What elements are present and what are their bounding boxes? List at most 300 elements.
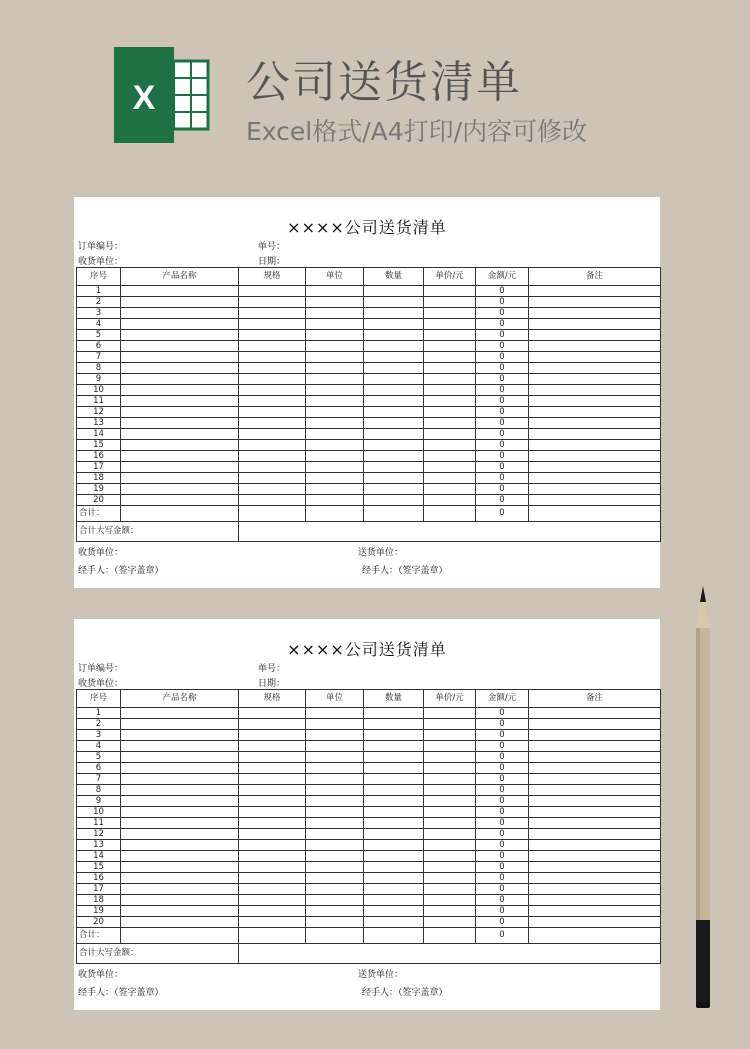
table-cell[interactable] — [424, 741, 476, 752]
remark-cell[interactable] — [529, 429, 661, 440]
remark-cell[interactable] — [529, 374, 661, 385]
table-cell[interactable] — [364, 286, 424, 297]
remark-cell[interactable] — [529, 873, 661, 884]
amount-cell: 0 — [476, 818, 529, 829]
row-number: 3 — [77, 730, 121, 741]
table-cell[interactable] — [306, 708, 364, 719]
table-cell[interactable] — [364, 473, 424, 484]
table-cell[interactable] — [121, 708, 239, 719]
table-cell[interactable] — [424, 917, 476, 928]
remark-cell[interactable] — [529, 763, 661, 774]
table-cell[interactable] — [239, 484, 306, 495]
table-row — [77, 319, 661, 330]
table-cell[interactable] — [239, 741, 306, 752]
remark-cell[interactable] — [529, 495, 661, 506]
table-cell[interactable] — [306, 851, 364, 862]
table-cell[interactable] — [121, 440, 239, 451]
remark-cell[interactable] — [529, 895, 661, 906]
table-row — [77, 895, 661, 906]
amount-cell: 0 — [476, 708, 529, 719]
table-cell[interactable] — [424, 407, 476, 418]
remark-cell[interactable] — [529, 774, 661, 785]
table-cell[interactable] — [364, 906, 424, 917]
table-cell[interactable] — [239, 851, 306, 862]
table-cell[interactable] — [239, 286, 306, 297]
table-cell[interactable] — [121, 363, 239, 374]
amount-cell: 0 — [476, 374, 529, 385]
table-cell[interactable] — [364, 917, 424, 928]
table-cell[interactable] — [239, 319, 306, 330]
table-cell[interactable] — [239, 495, 306, 506]
table-cell[interactable] — [424, 840, 476, 851]
amount-cell: 0 — [476, 851, 529, 862]
remark-cell[interactable] — [529, 506, 661, 522]
remark-cell[interactable] — [529, 418, 661, 429]
sheet-title: ××××公司送货清单 — [287, 640, 447, 659]
table-cell[interactable] — [364, 396, 424, 407]
table-row — [77, 752, 661, 763]
table-cell[interactable] — [424, 352, 476, 363]
table-cell[interactable] — [306, 308, 364, 319]
table-cell[interactable] — [239, 774, 306, 785]
amount-cell: 0 — [476, 807, 529, 818]
table-cell[interactable] — [121, 495, 239, 506]
table-cell[interactable] — [306, 895, 364, 906]
remark-cell[interactable] — [529, 297, 661, 308]
table-cell[interactable] — [424, 451, 476, 462]
table-cell[interactable] — [424, 763, 476, 774]
table-cell[interactable] — [239, 374, 306, 385]
table-cell[interactable] — [424, 330, 476, 341]
remark-cell[interactable] — [529, 407, 661, 418]
row-number: 10 — [77, 385, 121, 396]
table-cell[interactable] — [121, 484, 239, 495]
table-cell[interactable] — [306, 440, 364, 451]
table-cell[interactable] — [306, 774, 364, 785]
table-cell[interactable] — [424, 418, 476, 429]
remark-cell[interactable] — [529, 308, 661, 319]
footer-receiver: 收货单位： — [78, 970, 124, 980]
row-number: 16 — [77, 873, 121, 884]
remark-cell[interactable] — [529, 884, 661, 895]
table-cell[interactable] — [121, 330, 239, 341]
table-cell[interactable] — [121, 928, 239, 944]
table-row — [77, 418, 661, 429]
table-cell[interactable] — [364, 741, 424, 752]
footer-handler-right: 经手人：（签字盖章） — [362, 566, 448, 576]
table-cell[interactable] — [121, 884, 239, 895]
remark-cell[interactable] — [529, 352, 661, 363]
table-cell[interactable] — [306, 286, 364, 297]
footer-sender: 送货单位： — [358, 548, 404, 558]
table-cell[interactable] — [239, 719, 306, 730]
remark-cell[interactable] — [529, 829, 661, 840]
remark-cell[interactable] — [529, 719, 661, 730]
table-cell[interactable] — [364, 506, 424, 522]
table-cell[interactable] — [306, 484, 364, 495]
table-cell[interactable] — [424, 495, 476, 506]
table-cell[interactable] — [424, 319, 476, 330]
table-cell[interactable] — [306, 330, 364, 341]
table-cell[interactable] — [424, 873, 476, 884]
table-cell[interactable] — [306, 506, 364, 522]
table-cell[interactable] — [121, 873, 239, 884]
remark-cell[interactable] — [529, 484, 661, 495]
table-cell[interactable] — [364, 807, 424, 818]
table-cell[interactable] — [424, 719, 476, 730]
table-cell[interactable] — [121, 840, 239, 851]
table-cell[interactable] — [424, 862, 476, 873]
table-cell[interactable] — [306, 752, 364, 763]
table-cell[interactable] — [121, 829, 239, 840]
row-number: 18 — [77, 895, 121, 906]
row-number: 1 — [77, 286, 121, 297]
remark-cell[interactable] — [529, 473, 661, 484]
remark-cell[interactable] — [529, 440, 661, 451]
table-cell[interactable] — [306, 730, 364, 741]
table-cell[interactable] — [306, 407, 364, 418]
table-cell[interactable] — [306, 906, 364, 917]
table-cell[interactable] — [424, 829, 476, 840]
table-cell[interactable] — [364, 440, 424, 451]
table-cell[interactable] — [424, 396, 476, 407]
table-cell[interactable] — [424, 796, 476, 807]
daxie-row — [77, 522, 661, 542]
page-title: 公司送货清单 — [246, 57, 522, 108]
table-cell[interactable] — [364, 719, 424, 730]
table-row — [77, 829, 661, 840]
table-cell[interactable] — [239, 763, 306, 774]
table-cell[interactable] — [239, 884, 306, 895]
table-cell[interactable] — [121, 396, 239, 407]
table-cell[interactable] — [306, 462, 364, 473]
table-cell[interactable] — [364, 796, 424, 807]
table-cell[interactable] — [364, 862, 424, 873]
table-cell[interactable] — [239, 829, 306, 840]
remark-cell[interactable] — [529, 451, 661, 462]
table-cell[interactable] — [239, 451, 306, 462]
table-cell[interactable] — [121, 506, 239, 522]
table-cell[interactable] — [424, 807, 476, 818]
daxie-label: 合计大写金额： — [77, 522, 239, 542]
table-cell[interactable] — [306, 429, 364, 440]
remark-cell[interactable] — [529, 385, 661, 396]
table-cell[interactable] — [121, 352, 239, 363]
table-cell[interactable] — [306, 495, 364, 506]
table-cell[interactable] — [239, 385, 306, 396]
table-cell[interactable] — [424, 818, 476, 829]
table-cell[interactable] — [306, 829, 364, 840]
table-cell[interactable] — [364, 407, 424, 418]
table-cell[interactable] — [364, 352, 424, 363]
remark-cell[interactable] — [529, 807, 661, 818]
table-row — [77, 851, 661, 862]
table-cell[interactable] — [121, 429, 239, 440]
table-cell[interactable] — [239, 341, 306, 352]
row-number: 17 — [77, 462, 121, 473]
table-cell[interactable] — [424, 730, 476, 741]
table-cell[interactable] — [306, 473, 364, 484]
table-cell[interactable] — [306, 928, 364, 944]
table-row — [77, 807, 661, 818]
table-cell[interactable] — [121, 473, 239, 484]
daxie-value-cell[interactable] — [239, 944, 661, 964]
amount-cell: 0 — [476, 341, 529, 352]
table-cell[interactable] — [306, 741, 364, 752]
table-cell[interactable] — [424, 385, 476, 396]
table-cell[interactable] — [239, 440, 306, 451]
table-cell[interactable] — [239, 418, 306, 429]
table-cell[interactable] — [121, 917, 239, 928]
row-number: 1 — [77, 708, 121, 719]
table-row — [77, 495, 661, 506]
amount-cell: 0 — [476, 297, 529, 308]
table-cell[interactable] — [121, 385, 239, 396]
table-cell[interactable] — [306, 385, 364, 396]
table-cell[interactable] — [306, 363, 364, 374]
table-cell[interactable] — [239, 752, 306, 763]
table-cell[interactable] — [121, 451, 239, 462]
table-cell[interactable] — [239, 730, 306, 741]
table-cell[interactable] — [239, 840, 306, 851]
remark-cell[interactable] — [529, 708, 661, 719]
table-cell[interactable] — [239, 895, 306, 906]
table-cell[interactable] — [239, 308, 306, 319]
table-cell[interactable] — [364, 484, 424, 495]
table-cell[interactable] — [364, 840, 424, 851]
remark-cell[interactable] — [529, 752, 661, 763]
table-cell[interactable] — [239, 407, 306, 418]
table-cell[interactable] — [364, 730, 424, 741]
table-cell[interactable] — [306, 785, 364, 796]
table-cell[interactable] — [364, 873, 424, 884]
table-cell[interactable] — [121, 319, 239, 330]
table-cell[interactable] — [239, 928, 306, 944]
table-cell[interactable] — [239, 785, 306, 796]
table-cell[interactable] — [239, 330, 306, 341]
remark-cell[interactable] — [529, 796, 661, 807]
table-cell[interactable] — [121, 818, 239, 829]
table-cell[interactable] — [364, 418, 424, 429]
table-cell[interactable] — [306, 862, 364, 873]
row-number: 14 — [77, 429, 121, 440]
remark-cell[interactable] — [529, 730, 661, 741]
table-cell[interactable] — [364, 319, 424, 330]
column-header: 规格 — [239, 268, 306, 286]
remark-cell[interactable] — [529, 319, 661, 330]
table-cell[interactable] — [306, 873, 364, 884]
table-cell[interactable] — [424, 462, 476, 473]
table-cell[interactable] — [424, 363, 476, 374]
table-cell[interactable] — [364, 774, 424, 785]
table-row — [77, 917, 661, 928]
table-cell[interactable] — [424, 484, 476, 495]
table-cell[interactable] — [424, 708, 476, 719]
remark-cell[interactable] — [529, 785, 661, 796]
table-cell[interactable] — [424, 895, 476, 906]
table-cell[interactable] — [121, 862, 239, 873]
table-cell[interactable] — [121, 297, 239, 308]
table-cell[interactable] — [306, 319, 364, 330]
table-cell[interactable] — [364, 928, 424, 944]
table-cell[interactable] — [121, 730, 239, 741]
table-cell[interactable] — [121, 308, 239, 319]
remark-cell[interactable] — [529, 862, 661, 873]
table-cell[interactable] — [121, 462, 239, 473]
table-cell[interactable] — [121, 851, 239, 862]
table-cell[interactable] — [306, 352, 364, 363]
amount-cell: 0 — [476, 763, 529, 774]
remark-cell[interactable] — [529, 928, 661, 944]
table-cell[interactable] — [306, 884, 364, 895]
table-cell[interactable] — [306, 297, 364, 308]
table-cell[interactable] — [239, 906, 306, 917]
table-row — [77, 308, 661, 319]
remark-cell[interactable] — [529, 330, 661, 341]
table-row — [77, 407, 661, 418]
table-cell[interactable] — [424, 341, 476, 352]
table-cell[interactable] — [121, 286, 239, 297]
remark-cell[interactable] — [529, 341, 661, 352]
daxie-value-cell[interactable] — [239, 522, 661, 542]
table-row — [77, 818, 661, 829]
amount-cell: 0 — [476, 462, 529, 473]
remark-cell[interactable] — [529, 396, 661, 407]
table-cell[interactable] — [364, 785, 424, 796]
table-cell[interactable] — [121, 719, 239, 730]
table-cell[interactable] — [121, 774, 239, 785]
table-cell[interactable] — [121, 796, 239, 807]
row-number: 8 — [77, 785, 121, 796]
table-cell[interactable] — [364, 763, 424, 774]
table-cell[interactable] — [239, 462, 306, 473]
table-cell[interactable] — [424, 906, 476, 917]
table-cell[interactable] — [364, 385, 424, 396]
table-cell[interactable] — [239, 917, 306, 928]
table-cell[interactable] — [306, 396, 364, 407]
table-cell[interactable] — [424, 851, 476, 862]
table-cell[interactable] — [364, 330, 424, 341]
table-cell[interactable] — [239, 708, 306, 719]
remark-cell[interactable] — [529, 840, 661, 851]
table-cell[interactable] — [239, 352, 306, 363]
table-cell[interactable] — [364, 341, 424, 352]
table-cell[interactable] — [306, 840, 364, 851]
table-cell[interactable] — [306, 763, 364, 774]
table-cell[interactable] — [239, 506, 306, 522]
table-cell[interactable] — [121, 374, 239, 385]
remark-cell[interactable] — [529, 851, 661, 862]
remark-cell[interactable] — [529, 462, 661, 473]
table-cell[interactable] — [306, 807, 364, 818]
table-cell[interactable] — [364, 429, 424, 440]
table-cell[interactable] — [239, 873, 306, 884]
table-cell[interactable] — [121, 906, 239, 917]
table-row — [77, 297, 661, 308]
table-cell[interactable] — [424, 752, 476, 763]
table-cell[interactable] — [239, 862, 306, 873]
table-cell[interactable] — [121, 741, 239, 752]
table-cell[interactable] — [239, 429, 306, 440]
table-cell[interactable] — [424, 297, 476, 308]
table-cell[interactable] — [424, 884, 476, 895]
remark-cell[interactable] — [529, 363, 661, 374]
remark-cell[interactable] — [529, 917, 661, 928]
table-cell[interactable] — [306, 719, 364, 730]
table-cell[interactable] — [306, 374, 364, 385]
table-cell[interactable] — [121, 785, 239, 796]
table-cell[interactable] — [364, 818, 424, 829]
table-cell[interactable] — [239, 473, 306, 484]
amount-cell: 0 — [476, 363, 529, 374]
table-cell[interactable] — [424, 473, 476, 484]
table-cell[interactable] — [364, 708, 424, 719]
table-cell[interactable] — [364, 451, 424, 462]
table-cell[interactable] — [364, 462, 424, 473]
table-cell[interactable] — [424, 928, 476, 944]
table-cell[interactable] — [364, 895, 424, 906]
table-cell[interactable] — [306, 796, 364, 807]
table-row — [77, 286, 661, 297]
table-cell[interactable] — [121, 341, 239, 352]
table-cell[interactable] — [424, 308, 476, 319]
table-cell[interactable] — [121, 895, 239, 906]
table-cell[interactable] — [364, 495, 424, 506]
table-cell[interactable] — [121, 763, 239, 774]
table-cell[interactable] — [364, 363, 424, 374]
table-cell[interactable] — [424, 785, 476, 796]
table-cell[interactable] — [424, 440, 476, 451]
table-cell[interactable] — [364, 752, 424, 763]
table-cell[interactable] — [306, 418, 364, 429]
table-cell[interactable] — [239, 807, 306, 818]
table-cell[interactable] — [306, 917, 364, 928]
table-cell[interactable] — [121, 418, 239, 429]
remark-cell[interactable] — [529, 906, 661, 917]
table-cell[interactable] — [121, 752, 239, 763]
column-header: 产品名称 — [121, 690, 239, 708]
table-cell[interactable] — [364, 884, 424, 895]
column-header: 数量 — [364, 268, 424, 286]
table-cell[interactable] — [364, 308, 424, 319]
table-cell[interactable] — [424, 286, 476, 297]
table-cell[interactable] — [424, 506, 476, 522]
table-cell[interactable] — [121, 807, 239, 818]
table-cell[interactable] — [239, 396, 306, 407]
table-cell[interactable] — [239, 363, 306, 374]
table-cell[interactable] — [306, 341, 364, 352]
table-cell[interactable] — [424, 429, 476, 440]
table-cell[interactable] — [424, 374, 476, 385]
table-cell[interactable] — [364, 297, 424, 308]
table-cell[interactable] — [306, 451, 364, 462]
table-row — [77, 341, 661, 352]
table-cell[interactable] — [424, 774, 476, 785]
table-cell[interactable] — [239, 818, 306, 829]
table-cell[interactable] — [239, 297, 306, 308]
remark-cell[interactable] — [529, 741, 661, 752]
remark-cell[interactable] — [529, 286, 661, 297]
table-row — [77, 763, 661, 774]
table-cell[interactable] — [364, 851, 424, 862]
table-cell[interactable] — [364, 829, 424, 840]
table-cell[interactable] — [121, 407, 239, 418]
delivery-table — [76, 267, 661, 542]
table-cell[interactable] — [306, 818, 364, 829]
remark-cell[interactable] — [529, 818, 661, 829]
table-cell[interactable] — [364, 374, 424, 385]
table-cell[interactable] — [239, 796, 306, 807]
